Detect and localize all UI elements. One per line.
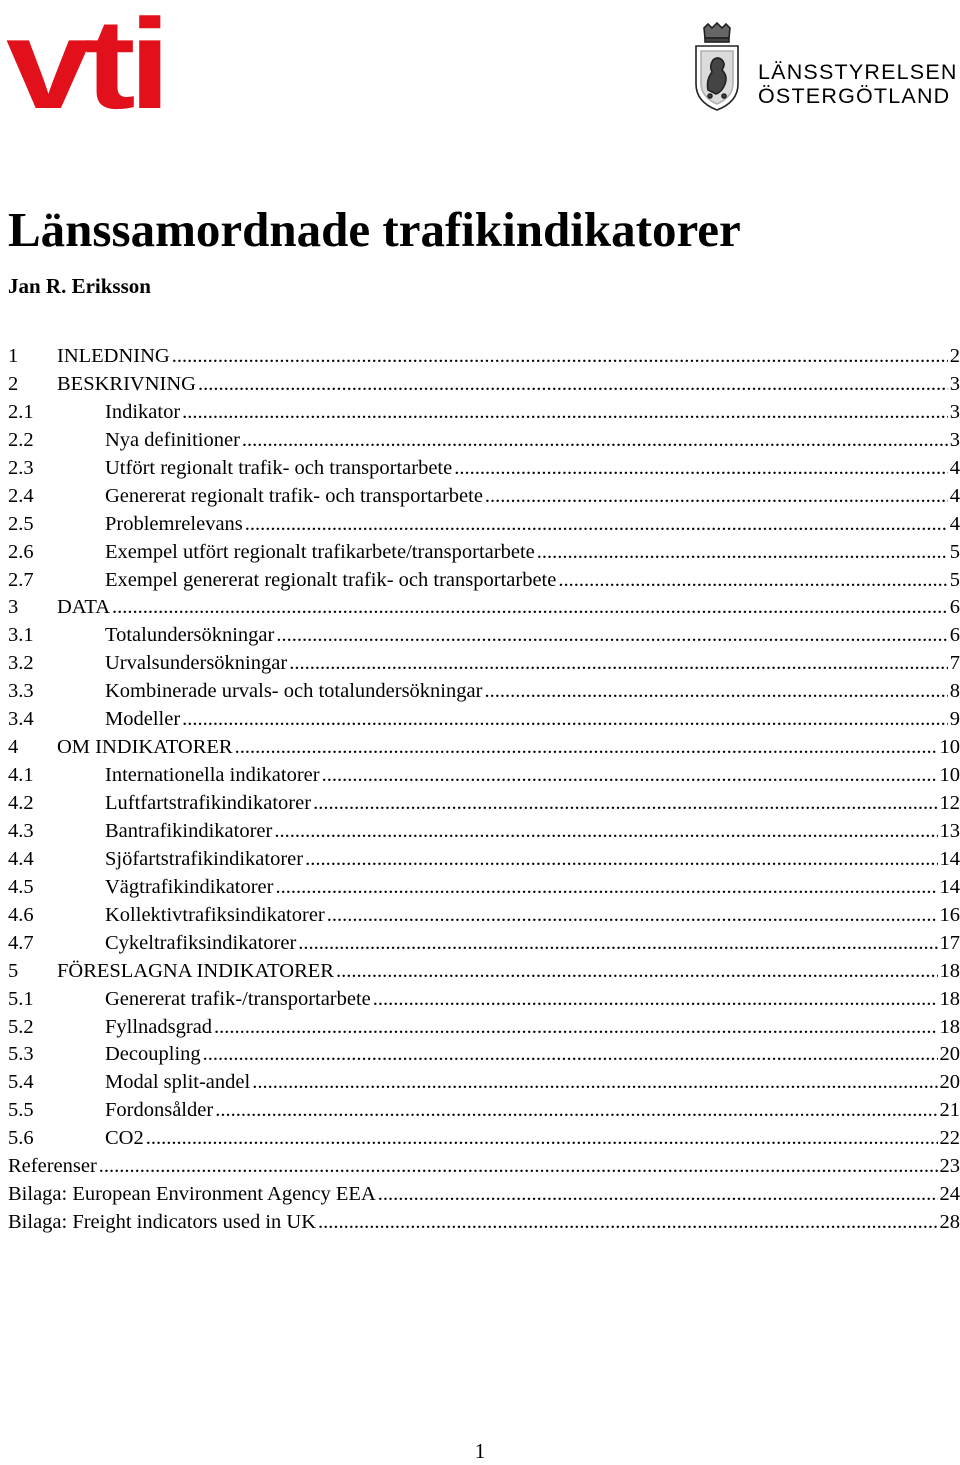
toc-dot-leader (558, 566, 947, 594)
toc-entry-number: 4.7 (8, 929, 34, 957)
toc-entry-line (105, 1096, 960, 1124)
toc-dot-leader (242, 426, 948, 454)
toc-dot-leader (336, 957, 938, 985)
toc-entry-title: Bantrafikindikatorer (105, 817, 274, 845)
toc-dot-leader (99, 1152, 938, 1180)
toc-entry-page: 21 (938, 1096, 960, 1124)
toc-entry-title: DATA (57, 593, 112, 621)
toc-dot-leader (298, 929, 937, 957)
toc-entry-title: CO2 (105, 1124, 146, 1152)
toc-dot-leader (318, 1208, 937, 1236)
toc-entry[interactable] (8, 649, 960, 677)
toc-entry-page: 5 (948, 566, 960, 594)
toc-entry[interactable] (8, 1152, 960, 1180)
lansstyrelsen-line1: LÄNSSTYRELSEN (758, 60, 958, 84)
toc-entry-title: Kollektivtrafiksindikatorer (105, 901, 327, 929)
toc-entry-line (105, 817, 960, 845)
toc-entry[interactable] (8, 566, 960, 594)
toc-entry-page: 4 (948, 454, 960, 482)
toc-entry-page: 20 (938, 1068, 960, 1096)
toc-dot-leader (373, 985, 938, 1013)
toc-entry-number: 5.6 (8, 1124, 34, 1152)
toc-dot-leader (484, 677, 947, 705)
toc-entry-line (105, 1013, 960, 1041)
toc-entry[interactable] (8, 1068, 960, 1096)
toc-entry[interactable] (8, 1180, 960, 1208)
toc-entry[interactable] (8, 985, 960, 1013)
lansstyrelsen-wordmark (758, 60, 958, 108)
toc-entry-number: 5.2 (8, 1013, 34, 1041)
toc-entry-page: 10 (938, 733, 960, 761)
toc-entry-number: 4.1 (8, 761, 34, 789)
page-number: 1 (0, 1437, 960, 1465)
toc-entry-line (105, 1124, 960, 1152)
toc-dot-leader (245, 510, 948, 538)
toc-entry-number: 5.1 (8, 985, 34, 1013)
toc-entry-title: BESKRIVNING (57, 370, 198, 398)
toc-entry-page: 16 (938, 901, 960, 929)
page-header (0, 0, 960, 130)
toc-entry-title: Modal split-andel (105, 1068, 252, 1096)
toc-entry-number: 2.3 (8, 454, 34, 482)
toc-entry-number: 4.4 (8, 845, 34, 873)
toc-entry-title: Bilaga: Freight indicators used in UK (8, 1208, 318, 1236)
lansstyrelsen-line2: ÖSTERGÖTLAND (758, 84, 958, 108)
toc-entry-number: 2.1 (8, 398, 34, 426)
toc-entry-title: Cykeltrafiksindikatorer (105, 929, 298, 957)
toc-entry[interactable] (8, 1208, 960, 1236)
toc-entry-title: Modeller (105, 705, 182, 733)
toc-dot-leader (172, 342, 948, 370)
toc-entry[interactable] (8, 370, 960, 398)
toc-entry-page: 7 (948, 649, 960, 677)
toc-dot-leader (182, 398, 948, 426)
toc-entry-page: 6 (948, 621, 960, 649)
toc-entry-line (105, 929, 960, 957)
toc-dot-leader (485, 482, 948, 510)
toc-entry[interactable] (8, 957, 960, 985)
toc-entry-page: 17 (938, 929, 960, 957)
toc-entry-page: 9 (948, 705, 960, 733)
coat-of-arms-icon (692, 22, 742, 112)
table-of-contents (8, 342, 960, 1236)
toc-dot-leader (313, 789, 937, 817)
toc-entry-page: 3 (948, 398, 960, 426)
vti-logo (6, 4, 168, 114)
toc-entry-title: Kombinerade urvals- och totalundersökningar (105, 677, 484, 705)
toc-entry-title: Fyllnadsgrad (105, 1013, 214, 1041)
toc-entry[interactable] (8, 733, 960, 761)
toc-entry-page: 10 (938, 761, 960, 789)
toc-entry[interactable] (8, 538, 960, 566)
toc-dot-leader (305, 845, 937, 873)
toc-entry-number: 3.4 (8, 705, 34, 733)
toc-entry-title: Decoupling (105, 1040, 203, 1068)
toc-dot-leader (146, 1124, 938, 1152)
toc-dot-leader (198, 370, 948, 398)
toc-dot-leader (252, 1068, 937, 1096)
toc-entry[interactable] (8, 1040, 960, 1068)
toc-entry-number: 5.3 (8, 1040, 34, 1068)
toc-entry[interactable] (8, 677, 960, 705)
toc-entry-line (105, 761, 960, 789)
toc-entry[interactable] (8, 789, 960, 817)
toc-entry-page: 20 (938, 1040, 960, 1068)
toc-entry-number: 3.1 (8, 621, 34, 649)
toc-entry-number: 3.2 (8, 649, 34, 677)
toc-entry-page: 3 (948, 370, 960, 398)
toc-entry-page: 8 (948, 677, 960, 705)
toc-entry-page: 3 (948, 426, 960, 454)
toc-entry-number: 2.6 (8, 538, 34, 566)
toc-dot-leader (454, 454, 948, 482)
toc-entry-line (105, 845, 960, 873)
toc-entry-page: 12 (938, 789, 960, 817)
toc-entry-line (105, 873, 960, 901)
toc-dot-leader (214, 1013, 937, 1041)
toc-entry-title: Referenser (8, 1152, 99, 1180)
toc-entry-number: 5 (8, 957, 18, 985)
toc-entry-line (57, 733, 960, 761)
toc-entry-page: 13 (938, 817, 960, 845)
toc-entry-title: FÖRESLAGNA INDIKATORER (57, 957, 336, 985)
toc-entry[interactable] (8, 845, 960, 873)
toc-entry-number: 4.3 (8, 817, 34, 845)
toc-entry-line (57, 370, 960, 398)
toc-entry-number: 2.2 (8, 426, 34, 454)
toc-entry-line (105, 649, 960, 677)
toc-entry-title: Utfört regionalt trafik- och transportarbete (105, 454, 454, 482)
toc-entry[interactable] (8, 1124, 960, 1152)
toc-entry-title: Problemrelevans (105, 510, 245, 538)
toc-entry-page: 14 (938, 873, 960, 901)
toc-entry-number: 4.5 (8, 873, 34, 901)
toc-dot-leader (378, 1180, 938, 1208)
toc-entry-line (105, 789, 960, 817)
toc-entry[interactable] (8, 398, 960, 426)
toc-entry-line (8, 1208, 960, 1236)
toc-entry-title: Exempel genererat regionalt trafik- och transportarbete (105, 566, 558, 594)
toc-entry-line (105, 510, 960, 538)
toc-dot-leader (289, 649, 948, 677)
toc-entry[interactable] (8, 761, 960, 789)
toc-entry-number: 2.5 (8, 510, 34, 538)
toc-entry-number: 2.7 (8, 566, 34, 594)
toc-entry-number: 5.4 (8, 1068, 34, 1096)
toc-entry-number: 4.6 (8, 901, 34, 929)
toc-entry-line (8, 1152, 960, 1180)
toc-entry-line (105, 454, 960, 482)
toc-entry-page: 22 (938, 1124, 960, 1152)
toc-entry-title: Luftfartstrafikindikatorer (105, 789, 313, 817)
toc-entry-number: 3.3 (8, 677, 34, 705)
toc-dot-leader (235, 733, 938, 761)
toc-entry-title: Totalundersökningar (105, 621, 276, 649)
toc-entry-line (105, 1040, 960, 1068)
toc-entry-page: 18 (938, 985, 960, 1013)
toc-entry-line (105, 1068, 960, 1096)
toc-entry[interactable] (8, 482, 960, 510)
toc-dot-leader (275, 873, 937, 901)
toc-entry-page: 28 (938, 1208, 960, 1236)
toc-entry-line (105, 705, 960, 733)
toc-entry[interactable] (8, 929, 960, 957)
toc-entry-page: 4 (948, 482, 960, 510)
toc-entry-title: Genererat regionalt trafik- och transportarbete (105, 482, 485, 510)
toc-entry-line (105, 621, 960, 649)
toc-entry-title: Exempel utfört regionalt trafikarbete/transportarbete (105, 538, 537, 566)
toc-dot-leader (276, 621, 947, 649)
toc-entry-title: Urvalsundersökningar (105, 649, 289, 677)
toc-entry[interactable] (8, 593, 960, 621)
toc-entry[interactable] (8, 454, 960, 482)
toc-entry-number: 4 (8, 733, 18, 761)
toc-entry[interactable] (8, 510, 960, 538)
toc-entry-line (8, 1180, 960, 1208)
toc-entry-number: 2 (8, 370, 18, 398)
toc-entry-title: Indikator (105, 398, 182, 426)
toc-entry[interactable] (8, 1013, 960, 1041)
toc-entry-title: Vägtrafikindikatorer (105, 873, 275, 901)
toc-entry-line (105, 482, 960, 510)
toc-entry-number: 2.4 (8, 482, 34, 510)
toc-entry[interactable] (8, 705, 960, 733)
toc-dot-leader (322, 761, 938, 789)
toc-entry-number: 3 (8, 593, 18, 621)
toc-entry-line (57, 593, 960, 621)
toc-dot-leader (274, 817, 937, 845)
toc-entry-number: 4.2 (8, 789, 34, 817)
toc-entry-page: 4 (948, 510, 960, 538)
toc-entry-title: Sjöfartstrafikindikatorer (105, 845, 305, 873)
toc-dot-leader (182, 705, 948, 733)
toc-entry-number: 1 (8, 342, 18, 370)
toc-entry[interactable] (8, 901, 960, 929)
toc-entry-title: Internationella indikatorer (105, 761, 322, 789)
toc-entry-line (57, 957, 960, 985)
toc-entry[interactable] (8, 426, 960, 454)
toc-dot-leader (203, 1040, 938, 1068)
toc-dot-leader (112, 593, 948, 621)
document-author: Jan R. Eriksson (8, 272, 151, 300)
toc-entry-title: Fordonsålder (105, 1096, 215, 1124)
toc-entry-title: Nya definitioner (105, 426, 242, 454)
toc-entry-title: OM INDIKATORER (57, 733, 235, 761)
toc-entry-page: 2 (948, 342, 960, 370)
toc-entry-line (105, 677, 960, 705)
toc-entry[interactable] (8, 621, 960, 649)
toc-entry-page: 14 (938, 845, 960, 873)
toc-entry-line (57, 342, 960, 370)
toc-entry-page: 24 (938, 1180, 960, 1208)
toc-entry-number: 5.5 (8, 1096, 34, 1124)
toc-entry-line (105, 398, 960, 426)
toc-entry-page: 18 (938, 957, 960, 985)
toc-entry-page: 5 (948, 538, 960, 566)
toc-entry-title: Bilaga: European Environment Agency EEA (8, 1180, 378, 1208)
document-title: Länssamordnade trafikindikatorer (8, 200, 741, 260)
toc-entry[interactable] (8, 817, 960, 845)
toc-entry-page: 23 (938, 1152, 960, 1180)
toc-entry-line (105, 985, 960, 1013)
toc-entry-line (105, 566, 960, 594)
toc-entry-line (105, 901, 960, 929)
toc-entry[interactable] (8, 1096, 960, 1124)
lansstyrelsen-logo (692, 22, 957, 117)
toc-dot-leader (327, 901, 938, 929)
toc-entry[interactable] (8, 873, 960, 901)
toc-entry-page: 6 (948, 593, 960, 621)
vti-logo-text: vti (6, 4, 164, 114)
toc-entry-title: INLEDNING (57, 342, 172, 370)
toc-dot-leader (537, 538, 948, 566)
toc-entry-line (105, 426, 960, 454)
toc-entry[interactable] (8, 342, 960, 370)
toc-entry-title: Genererat trafik-/transportarbete (105, 985, 373, 1013)
toc-entry-line (105, 538, 960, 566)
toc-entry-page: 18 (938, 1013, 960, 1041)
toc-dot-leader (215, 1096, 937, 1124)
